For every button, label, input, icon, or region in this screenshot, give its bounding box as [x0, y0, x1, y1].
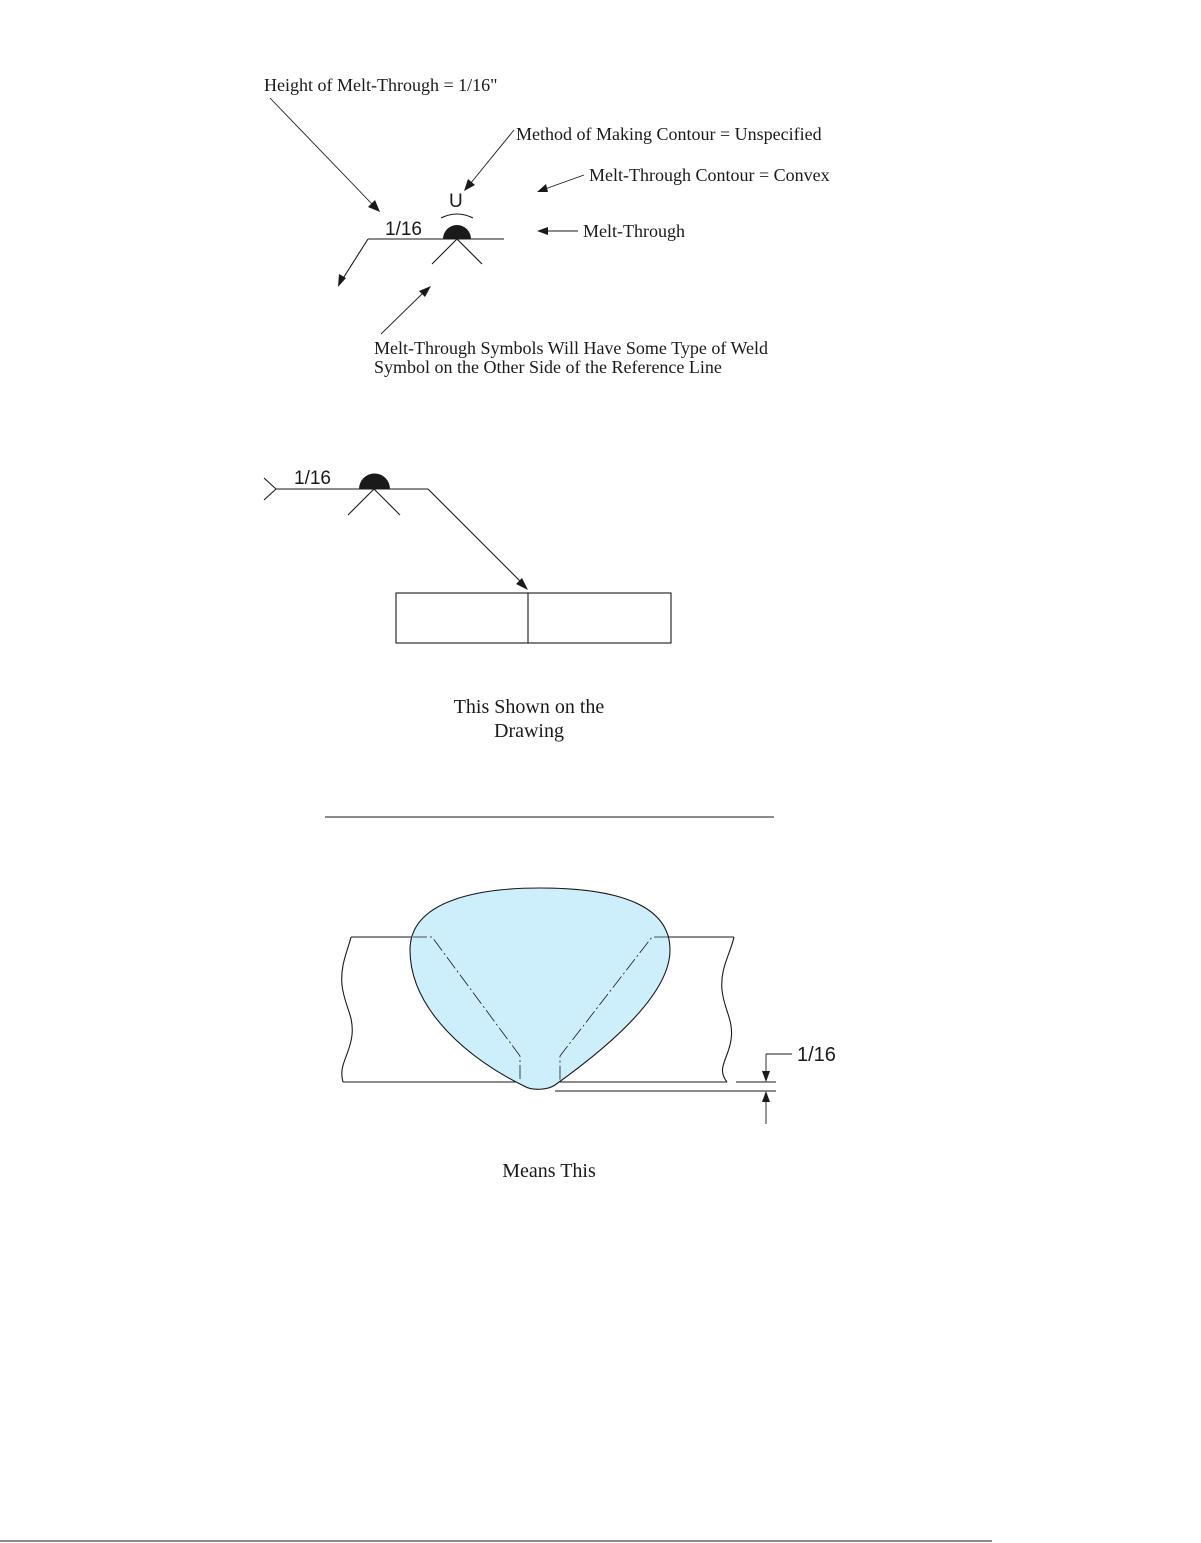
figure3-weld-cross-section: [342, 888, 836, 1182]
left-plate-break-line: [342, 937, 353, 1082]
caption: Means This: [502, 1160, 596, 1182]
height-callout-leader: [270, 98, 372, 204]
arrow-line: [428, 489, 522, 583]
convex-contour-symbol: [441, 214, 473, 218]
arrow-line: [342, 239, 368, 280]
contour-callout-leader: [545, 175, 584, 189]
arrow-line-arrowhead: [516, 578, 528, 590]
right-plate-break-line: [722, 937, 734, 1082]
v-groove-symbol-left: [348, 489, 374, 515]
joint-plates-outline: [396, 593, 671, 643]
caption-line1: This Shown on the: [453, 696, 605, 718]
caption-line2: Drawing: [494, 720, 564, 742]
v-groove-symbol-right: [374, 489, 400, 515]
figure1-annotated-symbol: [264, 75, 830, 377]
method-callout-text: Method of Making Contour = Unspecified: [516, 124, 822, 144]
note-callout-line2: Symbol on the Other Side of the Reference Line: [374, 357, 722, 377]
weld-bead-fill: [410, 888, 670, 1089]
tail-lower: [264, 489, 276, 500]
method-callout-leader: [470, 130, 514, 184]
contour-callout-text: Melt-Through Contour = Convex: [589, 165, 830, 185]
note-callout-line1: Melt-Through Symbols Will Have Some Type of Weld: [374, 338, 769, 358]
symbol-size-label: 1/16: [385, 219, 422, 240]
melt-through-symbol: [359, 473, 390, 489]
dimension-label: 1/16: [797, 1044, 836, 1066]
v-groove-symbol-right: [457, 239, 482, 264]
dimension-arrowhead-lower: [762, 1091, 770, 1102]
melt-through-callout-text: Melt-Through: [583, 221, 685, 241]
method-callout-arrowhead: [464, 179, 475, 191]
contour-callout-arrowhead: [537, 184, 548, 192]
tail-upper: [264, 478, 276, 489]
height-callout-text: Height of Melt-Through = 1/16": [264, 75, 498, 95]
dimension-arrowhead-upper: [762, 1071, 770, 1082]
symbol-size-label: 1/16: [294, 468, 331, 489]
method-letter: U: [449, 191, 463, 212]
melt-through-symbol: [443, 225, 471, 239]
figure2-drawing-symbol: [264, 468, 671, 742]
v-groove-symbol-left: [432, 239, 457, 264]
melt-through-callout-arrowhead: [537, 227, 548, 235]
note-callout-leader: [381, 292, 424, 334]
